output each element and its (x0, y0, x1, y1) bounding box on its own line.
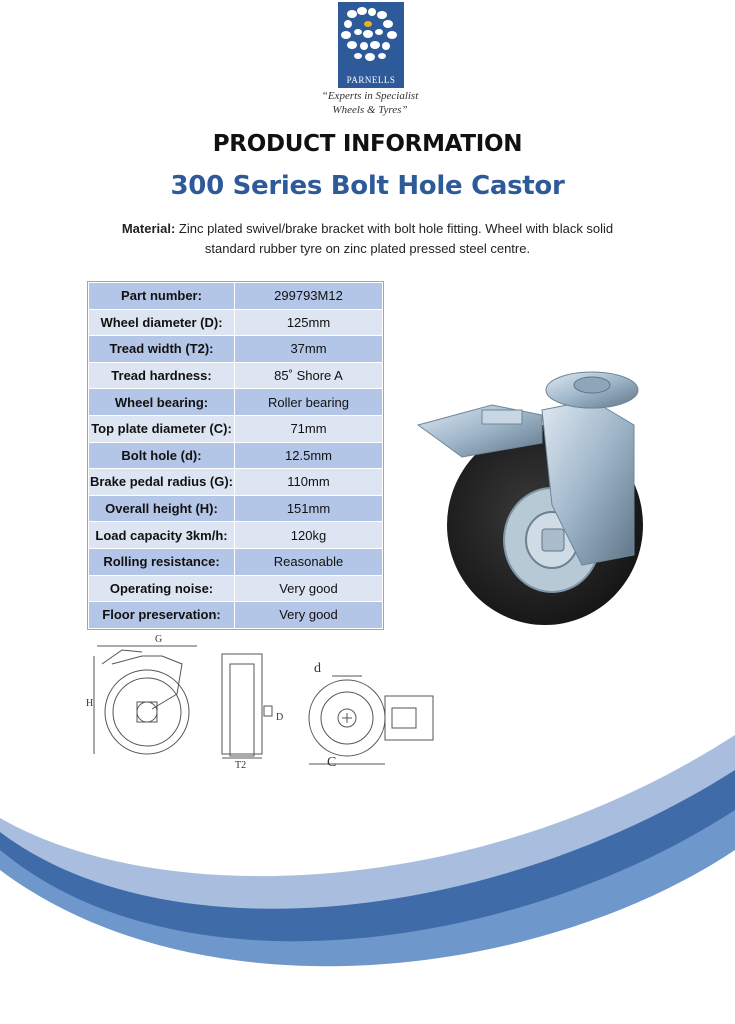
spec-value: 71mm (235, 415, 383, 442)
dimension-label-g: G (155, 634, 163, 645)
spec-row (89, 602, 383, 629)
company-logo (338, 2, 404, 88)
spec-label: Overall height (H): (89, 495, 235, 522)
spec-value: Reasonable (235, 548, 383, 575)
spec-row (89, 362, 383, 389)
spec-value: 12.5mm (235, 442, 383, 469)
spec-label: Brake pedal radius (G): (89, 469, 235, 496)
dimension-label-small-d: d (314, 661, 321, 676)
spec-value: 37mm (235, 336, 383, 363)
spec-label: Tread width (T2): (89, 336, 235, 363)
spec-label: Tread hardness: (89, 362, 235, 389)
spec-row (89, 336, 383, 363)
spec-value: 120kg (235, 522, 383, 549)
dimension-label-c: C (327, 755, 337, 770)
material-label: Material: (121, 221, 176, 236)
spec-value: 85˚ Shore A (235, 362, 383, 389)
spec-value: 110mm (235, 469, 383, 496)
dimension-label-big-d: D (276, 712, 284, 723)
spec-row (89, 442, 383, 469)
spec-label: Top plate diameter (C): (89, 415, 235, 442)
product-title: 300 Series Bolt Hole Castor (170, 171, 565, 201)
dimension-label-h: H (86, 698, 94, 709)
logo-tagline (300, 89, 440, 117)
spec-label: Wheel diameter (D): (89, 309, 235, 336)
spec-label: Floor preservation: (89, 602, 235, 629)
spec-row (89, 522, 383, 549)
spec-row (89, 469, 383, 496)
material-description (110, 219, 625, 259)
decorative-wave-footer (0, 700, 735, 1024)
dimension-label-t2: T2 (235, 760, 247, 770)
spec-table (88, 282, 383, 629)
spec-row (89, 283, 383, 310)
spec-row (89, 548, 383, 575)
spec-label: Wheel bearing: (89, 389, 235, 416)
spec-value: 299793M12 (235, 283, 383, 310)
spec-label: Operating noise: (89, 575, 235, 602)
spec-value: Very good (235, 575, 383, 602)
tagline-line: “Experts in Specialist (321, 90, 419, 102)
spec-label: Load capacity 3km/h: (89, 522, 235, 549)
spec-label: Bolt hole (d): (89, 442, 235, 469)
spec-value: Roller bearing (235, 389, 383, 416)
spec-row (89, 309, 383, 336)
castor-photo (412, 365, 647, 640)
spec-label: Part number: (89, 283, 235, 310)
material-text: Zinc plated swivel/brake bracket with bolt hole fitting. Wheel with black solid (175, 221, 614, 236)
spec-row (89, 575, 383, 602)
tagline-line: Wheels & Tyres” (332, 104, 408, 116)
spec-label: Rolling resistance: (89, 548, 235, 575)
spec-value: 151mm (235, 495, 383, 522)
spec-row (89, 415, 383, 442)
logo-dots-graphic (338, 2, 404, 72)
page-heading: PRODUCT INFORMATION (212, 131, 523, 157)
material-text: standard rubber tyre on zinc plated pressed steel centre. (204, 241, 531, 256)
spec-row (89, 495, 383, 522)
spec-value: 125mm (235, 309, 383, 336)
spec-value: Very good (235, 602, 383, 629)
logo-brand-text: PARNELLS (346, 75, 396, 85)
spec-row (89, 389, 383, 416)
